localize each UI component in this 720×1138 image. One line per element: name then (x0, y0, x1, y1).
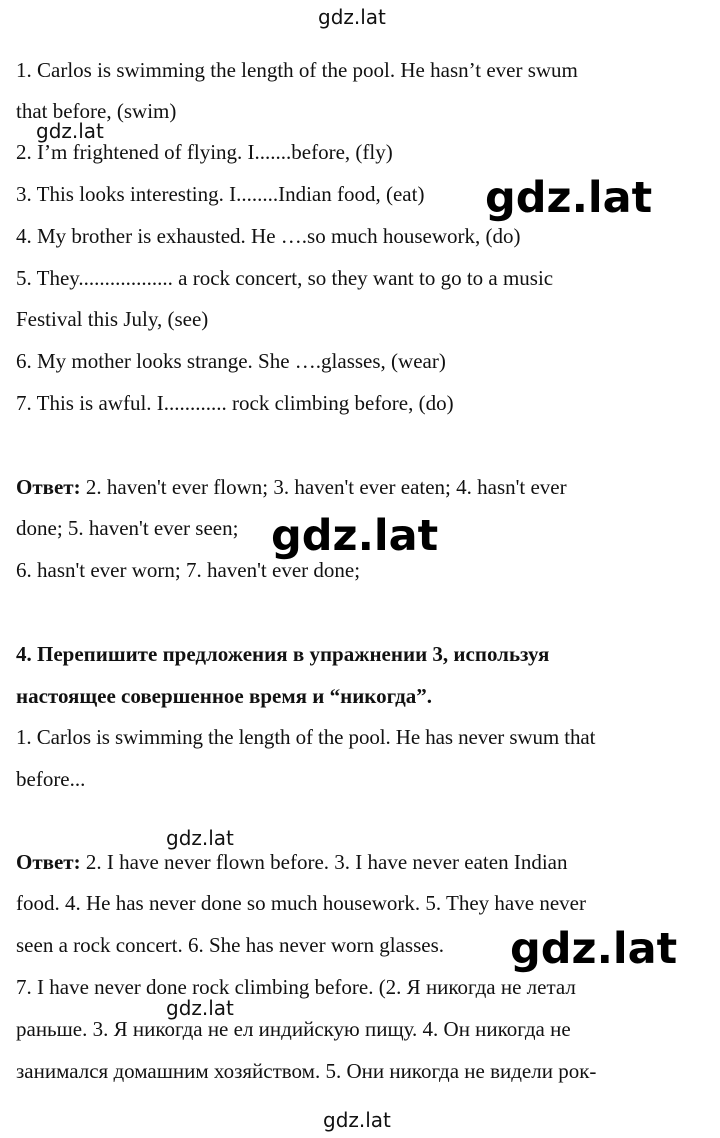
answer-3-text-1: 2. haven't ever flown; 3. haven't ever eaten; 4. hasn't ever (80, 475, 567, 499)
exercise-4-heading-2: настоящее совершенное время и “никогда”. (16, 684, 432, 708)
exercise-line-3: 3. This looks interesting. I........Indian food, (eat) (16, 182, 425, 206)
exercise-4-line-1: 1. Carlos is swimming the length of the pool. He has never swum that (16, 725, 596, 749)
answer-4-text-1: 2. I have never flown before. 3. I have never eaten Indian (80, 850, 568, 874)
exercise-line-4: 4. My brother is exhausted. He ….so much housework, (do) (16, 224, 521, 248)
exercise-line-6: 6. My mother looks strange. She ….glasses, (wear) (16, 349, 446, 373)
answer-4-line-6: занимался домашним хозяйством. 5. Они никогда не видели рок- (16, 1059, 597, 1083)
exercise-line-5: 5. They.................. a rock concert, so they want to go to a music (16, 266, 554, 290)
answer-label: Ответ: (16, 475, 81, 499)
answer-3-line-2: done; 5. haven't ever seen; (16, 516, 239, 540)
answer-4-line-3: seen a rock concert. 6. She has never worn glasses. (16, 933, 445, 957)
exercise-line-1: 1. Carlos is swimming the length of the pool. He hasn’t ever swum (16, 58, 578, 82)
answer-3-line-3: 6. hasn't ever worn; 7. haven't ever done; (16, 558, 361, 582)
answer-3-line-1 (16, 474, 567, 500)
watermark-top: gdz.lat (318, 5, 386, 29)
answer-label: Ответ: (16, 850, 81, 874)
answer-4-line-4: 7. I have never done rock climbing before. (2. Я никогда не летал (16, 975, 576, 999)
exercise-line-2: 2. I’m frightened of flying. I.......before, (fly) (16, 140, 393, 164)
exercise-4-line-2: before... (16, 767, 86, 791)
exercise-line-5b: Festival this July, (see) (16, 307, 209, 331)
watermark-big-1: gdz.lat (485, 173, 653, 223)
watermark-big-2: gdz.lat (271, 511, 439, 561)
answer-4-line-1 (16, 849, 567, 875)
watermark-small-2: gdz.lat (166, 826, 234, 850)
exercise-4-heading-1: 4. Перепишите предложения в упражнении 3, используя (16, 642, 550, 666)
exercise-line-1b: that before, (swim) (16, 99, 177, 123)
answer-4-line-2: food. 4. He has never done so much housework. 5. They have never (16, 891, 586, 915)
watermark-bottom: gdz.lat (323, 1108, 391, 1132)
answer-4-line-5: раньше. 3. Я никогда не ел индийскую пищу. 4. Он никогда не (16, 1017, 571, 1041)
watermark-small-1: gdz.lat (36, 119, 104, 143)
exercise-line-7: 7. This is awful. I............ rock climbing before, (do) (16, 391, 454, 415)
watermark-small-3: gdz.lat (166, 996, 234, 1020)
watermark-big-3: gdz.lat (510, 924, 678, 974)
